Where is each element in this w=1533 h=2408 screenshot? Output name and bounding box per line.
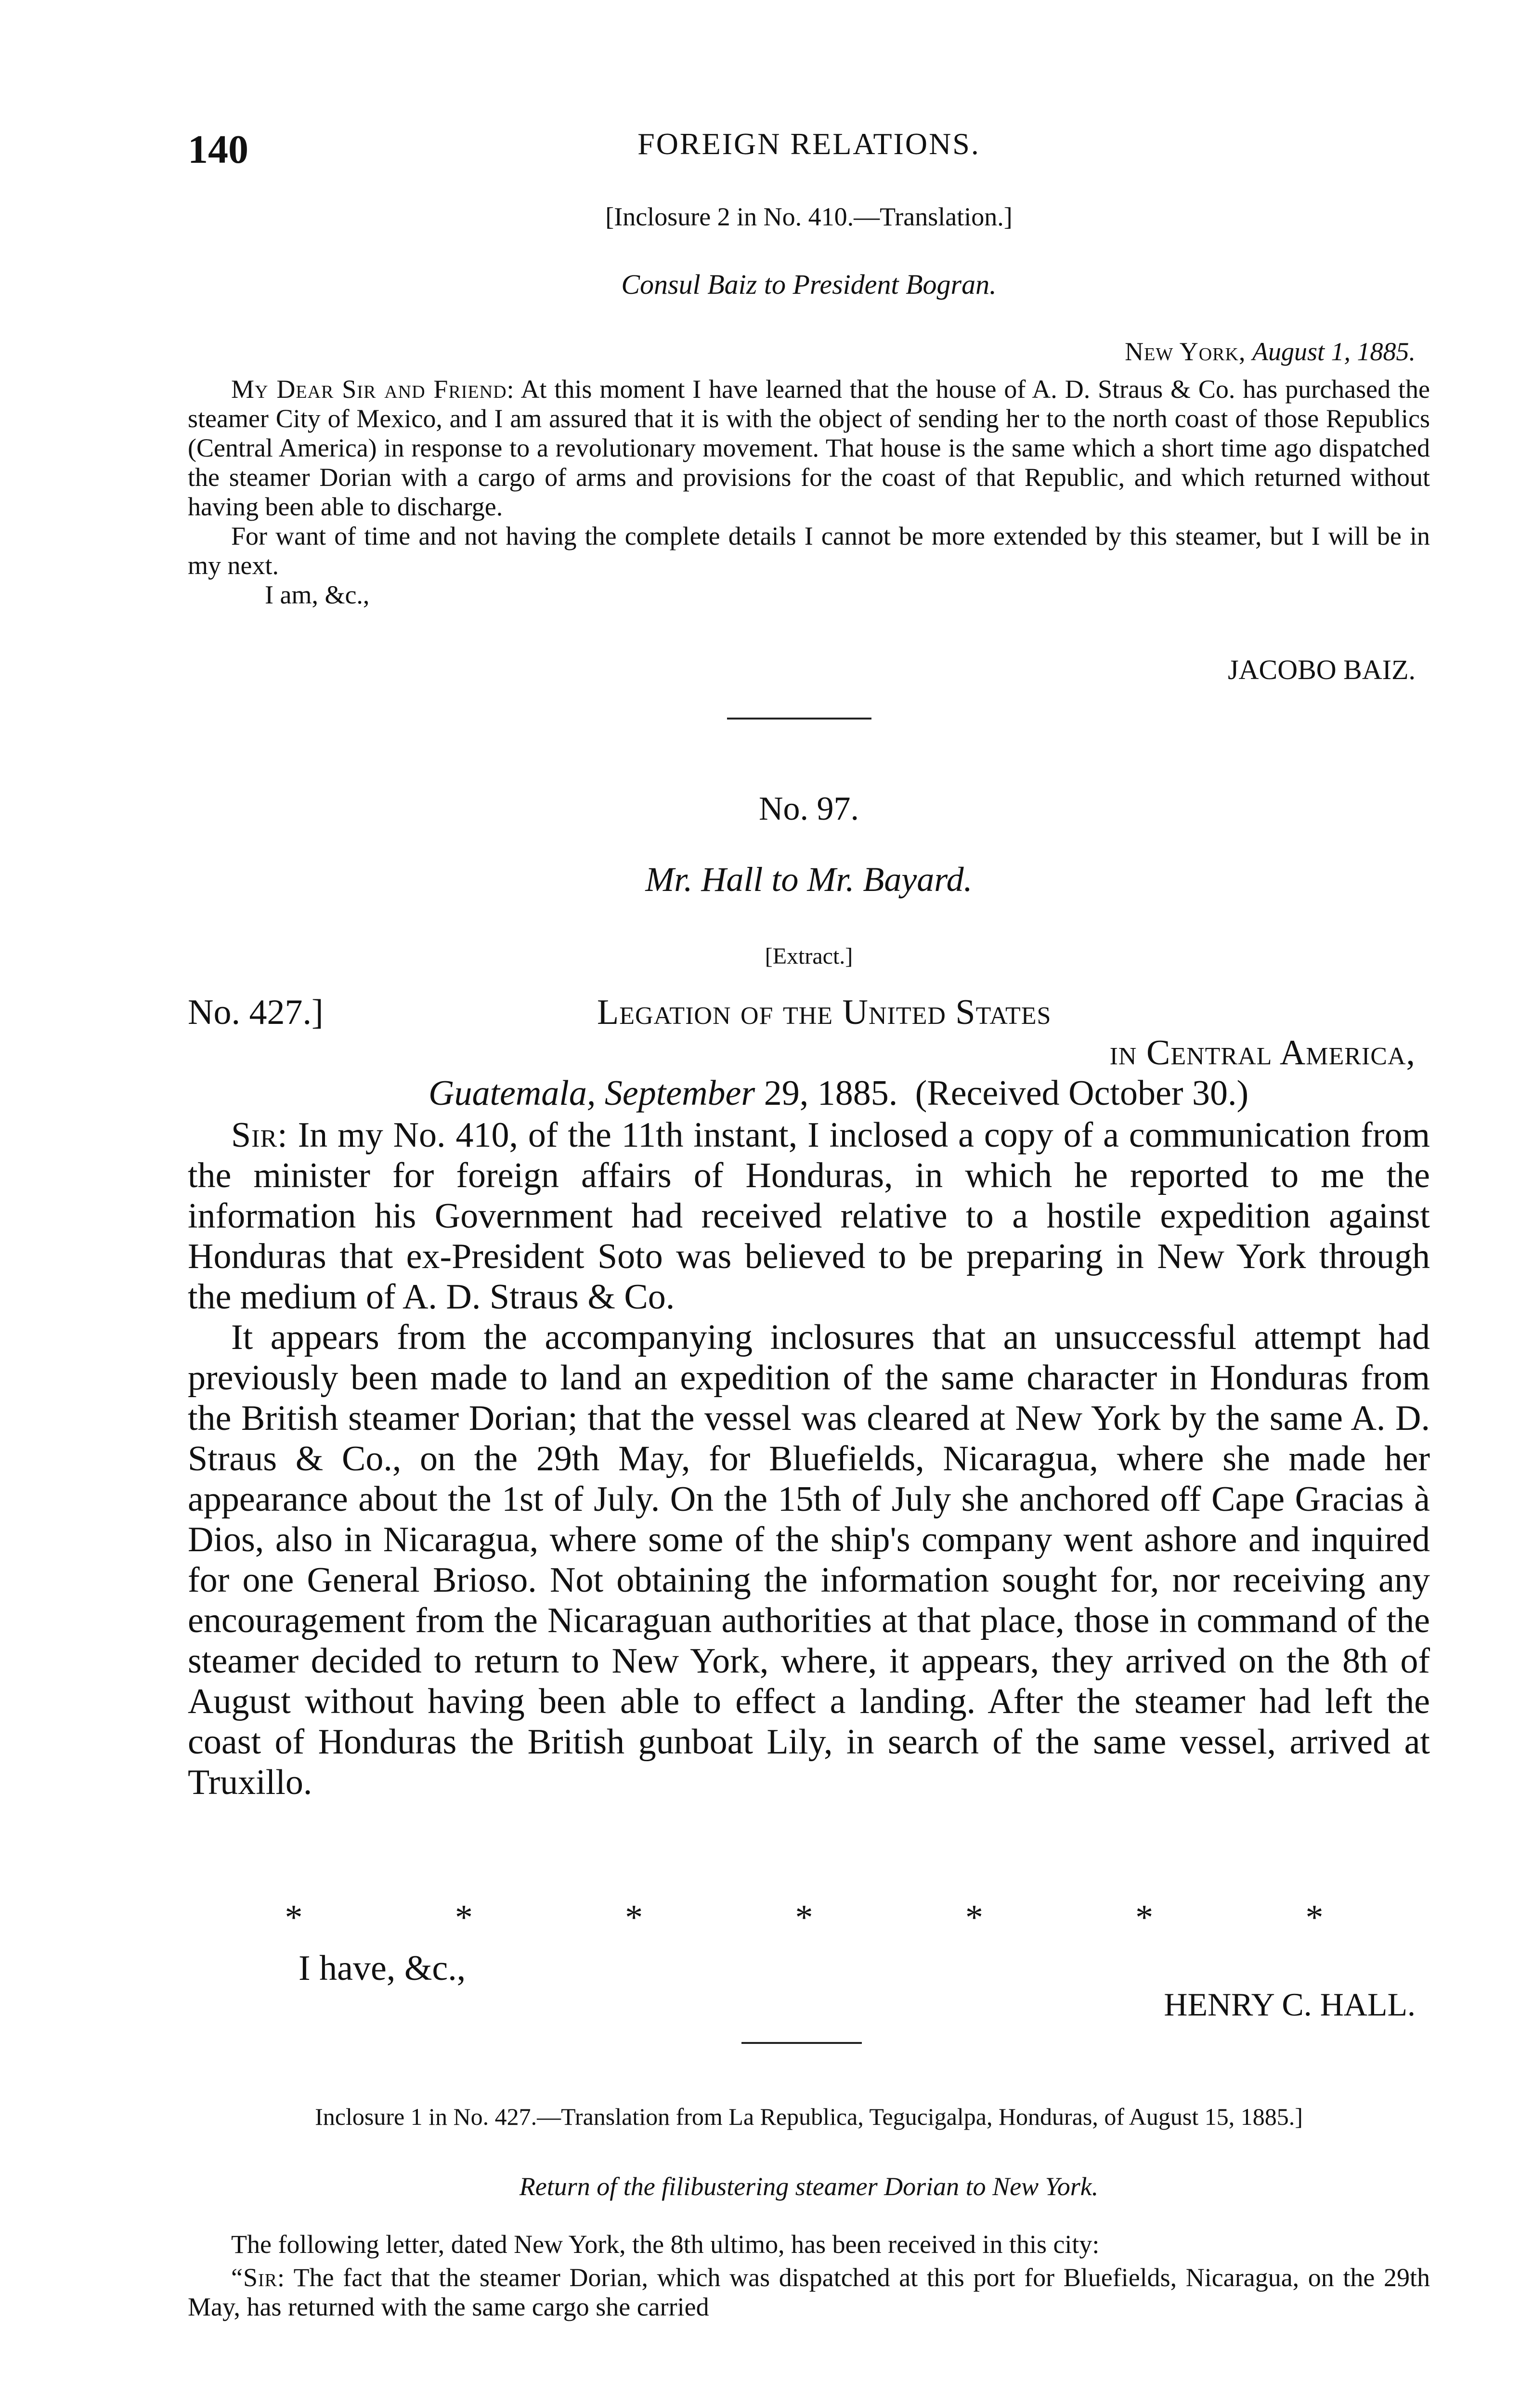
dispatch-number: No. 427.] <box>188 993 324 1032</box>
dateline-place: New York, <box>1125 337 1246 366</box>
divider <box>727 718 871 720</box>
article-body <box>188 2230 1430 2322</box>
legation-header <box>188 992 1430 1033</box>
body-paragraph: “Sir: The fact that the steamer Dorian, which was dispatched at this port for Bluefields, Nicaragua, on the 29th May, has returned with the same cargo she carried <box>188 2263 1430 2321</box>
letter-title: Mr. Hall to Mr. Bayard. <box>645 860 973 899</box>
ellipsis-star: * <box>285 1898 303 1937</box>
page-number: 140 <box>188 127 248 172</box>
document-number: No. 97. <box>758 790 859 827</box>
quoted-salutation: “Sir: <box>231 2263 286 2292</box>
closing: I have, &c., <box>299 1949 466 1988</box>
received-date: (Received October 30.) <box>915 1073 1249 1113</box>
ellipsis-star: * <box>965 1898 983 1937</box>
dateline-date: 29, 1885. <box>764 1073 898 1113</box>
dateline-group <box>429 1073 1248 1113</box>
closing: I am, &c., <box>265 580 370 609</box>
running-title: FOREIGN RELATIONS. <box>637 127 980 161</box>
dateline-date: August 1, 1885. <box>1252 337 1416 366</box>
stars-row <box>279 1898 1329 1938</box>
inclosure-heading: Inclosure 1 in No. 427.—Translation from La Republica, Tegucigalpa, Honduras, of August 15, 1885.] <box>315 2103 1303 2130</box>
salutation: My Dear Sir and Friend: <box>231 375 515 404</box>
extract-label: [Extract.] <box>765 943 853 969</box>
ellipsis-stars <box>188 1898 1430 1938</box>
legation-line-2-row <box>188 1033 1430 1073</box>
dateline-place: Guatemala, September <box>429 1073 755 1113</box>
signature: HENRY C. HALL. <box>1164 1986 1416 2023</box>
dispatch-body <box>188 1115 1430 1803</box>
body-paragraph: The following letter, dated New York, the 8th ultimo, has been received in this city: <box>231 2230 1100 2259</box>
legation-line-1: Legation of the United States <box>597 993 1052 1032</box>
letter-body <box>188 375 1430 610</box>
divider <box>741 2042 862 2044</box>
article-title: Return of the filibustering steamer Dorian to New York. <box>519 2172 1099 2201</box>
document-page <box>188 0 1430 2408</box>
page-header <box>188 126 1430 174</box>
ellipsis-star: * <box>625 1898 643 1937</box>
inclosure-heading: [Inclosure 2 in No. 410.—Translation.] <box>605 202 1013 231</box>
ellipsis-star: * <box>1305 1898 1324 1937</box>
ellipsis-star: * <box>795 1898 813 1937</box>
dispatch-dateline <box>188 1073 1430 1113</box>
body-paragraph: It appears from the accompanying inclosures that an unsuccessful attempt had previously been made to land an expedition of the same character in Honduras from the British steamer Dorian; that the vessel was cleared at New York by the same A. D. Straus & Co., on the 29th May, for Bluefields, Nicaragua, where she made her appearance about the 1st of July. On the 15th of July she anchored off Cape Gracias à Dios, also in Nicaragua, where some of the ship's company went ashore and inquired for one General Brioso. Not obtaining the information sought for, nor receiving any encouragement from the Nicaraguan authorities at that place, those in command of the steamer decided to return to New York, where, it appears, they arrived on the 8th of August without having been able to effect a landing. After the steamer had left the coast of Honduras the British gunboat Lily, in search of the same vessel, arrived at Truxillo. <box>188 1318 1430 1802</box>
body-paragraph: For want of time and not having the complete details I cannot be more extended by this steamer, but I will be in my next. <box>188 522 1430 580</box>
body-paragraph: My Dear Sir and Friend: At this moment I have learned that the house of A. D. Straus & Co. has purchased the steamer City of Mexico, and I am assured that it is with the object of sending her to the north coast of those Republics (Central America) in response to a revolutionary movement. That house is the same which a short time ago dispatched the steamer Dorian with a cargo of arms and provisions for the coast of that Republic, and which returned without having been able to discharge. <box>188 375 1430 521</box>
letter-title: Consul Baiz to President Bogran. <box>621 269 997 300</box>
signature: JACOBO BAIZ. <box>1228 654 1416 685</box>
salutation: Sir: <box>231 1115 288 1155</box>
ellipsis-star: * <box>1135 1898 1154 1937</box>
ellipsis-star: * <box>455 1898 473 1937</box>
body-paragraph: Sir: In my No. 410, of the 11th instant, I inclosed a copy of a communication from the minister for foreign affairs of Honduras, in which he reported to me the information his Government had received relative to a hostile expedition against Honduras that ex-President Soto was believed to be preparing in New York through the medium of A. D. Straus & Co. <box>188 1115 1430 1317</box>
legation-line-2: in Central America, <box>1109 1033 1416 1073</box>
dateline <box>188 337 1430 366</box>
